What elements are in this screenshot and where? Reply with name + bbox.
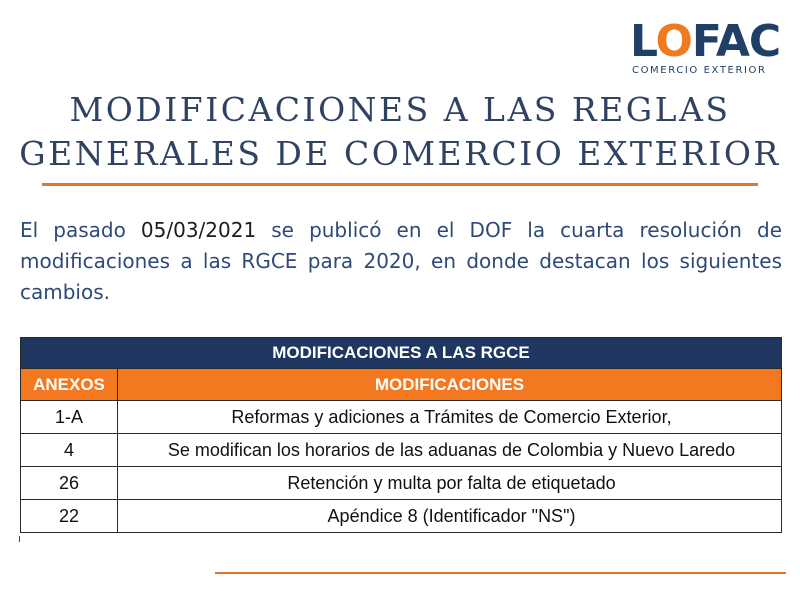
table-row	[21, 467, 782, 500]
logo-tagline: COMERCIO EXTERIOR	[632, 65, 767, 76]
table-header-row	[21, 369, 782, 401]
logo-wordmark	[630, 18, 780, 66]
table-row	[21, 500, 782, 533]
cell-anexo: 26	[21, 467, 118, 500]
cell-modificacion: Reformas y adiciones a Trámites de Comercio Exterior,	[118, 401, 782, 434]
table-caption-row	[21, 338, 782, 369]
modifications-table	[20, 337, 782, 533]
table-edge-mark	[19, 536, 20, 542]
table-caption: MODIFICACIONES A LAS RGCE	[21, 338, 782, 369]
logo-letter-o: O	[655, 16, 692, 67]
cell-modificacion: Se modifican los horarios de las aduanas de Colombia y Nuevo Laredo	[118, 434, 782, 467]
intro-paragraph	[20, 215, 782, 308]
intro-date: 05/03/2021	[140, 218, 257, 242]
cell-anexo: 4	[21, 434, 118, 467]
title-divider	[42, 183, 758, 186]
logo-letter-l: L	[630, 16, 656, 67]
footer-divider	[215, 572, 786, 574]
page-title-line-2: GENERALES DE COMERCIO EXTERIOR	[19, 134, 781, 173]
column-header-anexos: ANEXOS	[21, 369, 118, 401]
cell-anexo: 22	[21, 500, 118, 533]
table-row	[21, 401, 782, 434]
logo-letters-fac: FAC	[691, 16, 781, 67]
cell-modificacion: Apéndice 8 (Identificador "NS")	[118, 500, 782, 533]
cell-modificacion: Retención y multa por falta de etiquetado	[118, 467, 782, 500]
table-row	[21, 434, 782, 467]
intro-after-date: se publicó en el DOF la cuarta resolución de modificaciones a las RGCE para 2020, en donde destacan los siguientes cambios.	[20, 218, 782, 304]
column-header-modificaciones: MODIFICACIONES	[118, 369, 782, 401]
page-title-line-1: MODIFICACIONES A LAS REGLAS	[69, 90, 731, 129]
lofac-logo	[630, 18, 790, 80]
intro-before-date: El pasado	[20, 218, 141, 242]
cell-anexo: 1-A	[21, 401, 118, 434]
